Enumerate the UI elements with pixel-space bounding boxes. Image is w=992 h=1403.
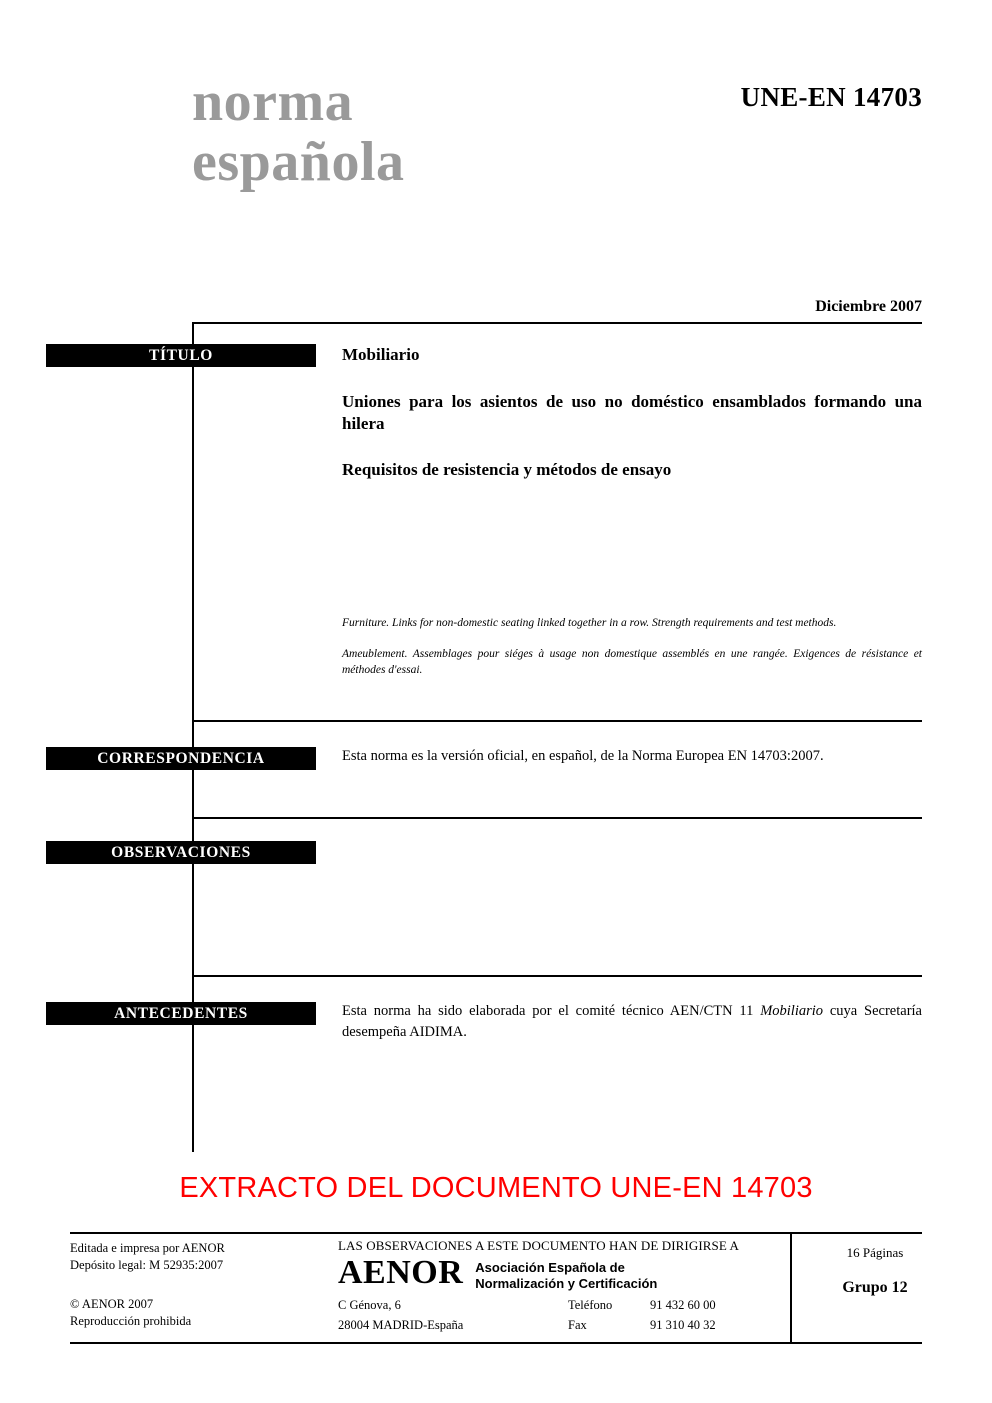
- section-body-titulo: [342, 345, 922, 480]
- contact-row-phone: [338, 1297, 778, 1314]
- masthead-line-2: española: [192, 131, 405, 194]
- section-tab-correspondencia: CORRESPONDENCIA: [46, 747, 316, 770]
- footer-legal-deposit: Depósito legal: M 52935:2007: [70, 1257, 224, 1272]
- section-tab-titulo: TÍTULO: [46, 344, 316, 367]
- footer-publisher: Editada e impresa por AENOR: [70, 1241, 225, 1255]
- section-translations: [342, 615, 922, 693]
- antecedentes-text-italic: Mobiliario: [760, 1003, 824, 1019]
- antecedentes-text-part1: Esta norma ha sido elaborada por el comité técnico AEN/CTN 11: [342, 1003, 761, 1019]
- masthead-line-1: norma: [192, 71, 354, 133]
- translation-english: Furniture. Links for non-domestic seating linked together in a row. Strength requirements and test methods.: [342, 617, 837, 629]
- contact-row-fax: [338, 1317, 778, 1334]
- rule-top: [192, 322, 922, 324]
- fax-label: Fax: [568, 1318, 587, 1333]
- publication-date: Diciembre 2007: [815, 298, 922, 315]
- aenor-org-line-1: Asociación Española de: [475, 1260, 625, 1275]
- rule-footer-top: [70, 1232, 922, 1234]
- aenor-logo: AENOR: [338, 1254, 464, 1291]
- rule-titulo-bottom: [192, 720, 922, 722]
- rule-footer-right-divider: [790, 1232, 792, 1342]
- title-heading: Mobiliario: [342, 345, 420, 364]
- correspondencia-text: Esta norma es la versión oficial, en español, de la Norma Europea EN 14703:2007.: [342, 748, 824, 764]
- section-body-antecedentes: [342, 1001, 922, 1043]
- antecedentes-text-part2: cuya Secretaría desempeña AIDIMA.: [342, 1003, 922, 1041]
- footer-left: [70, 1240, 320, 1330]
- antecedentes-text: [342, 1001, 922, 1043]
- fax-value: 91 310 40 32: [650, 1318, 716, 1333]
- footer-copyright: © AENOR 2007: [70, 1296, 154, 1311]
- aenor-address-line-1: C Génova, 6: [338, 1297, 401, 1312]
- phone-label: Teléfono: [568, 1297, 613, 1312]
- rule-observaciones-bottom: [192, 975, 922, 977]
- rule-vertical-titulo: [192, 322, 194, 720]
- rule-footer-bottom: [70, 1342, 922, 1344]
- aenor-brand: [338, 1256, 778, 1293]
- group-number: Grupo 12: [842, 1279, 908, 1296]
- phone-value: 91 432 60 00: [650, 1297, 716, 1312]
- section-body-correspondencia: [342, 746, 922, 767]
- aenor-org-line-2: Normalización y Certificación: [475, 1276, 658, 1292]
- aenor-address-line-2: 28004 MADRID-España: [338, 1318, 464, 1333]
- section-tab-observaciones: OBSERVACIONES: [46, 841, 316, 864]
- section-tab-antecedentes: ANTECEDENTES: [46, 1002, 316, 1025]
- footer-reproduction-notice: Reproducción prohibida: [70, 1313, 192, 1328]
- rule-correspondencia-bottom: [192, 817, 922, 819]
- title-subtitle: Uniones para los asientos de uso no doméstico ensamblados formando una hilera: [342, 392, 922, 434]
- footer-middle: [338, 1238, 778, 1334]
- standard-code: UNE-EN 14703: [740, 82, 922, 112]
- footer-observations-notice: LAS OBSERVACIONES A ESTE DOCUMENTO HAN DE DIRIGIRSE A: [338, 1238, 740, 1253]
- aenor-org-name: [475, 1256, 657, 1293]
- footer-right: [800, 1245, 950, 1297]
- title-third-line: Requisitos de resistencia y métodos de ensayo: [342, 459, 672, 479]
- translation-french: Ameublement. Assemblages pour siéges à usage non domestique assemblés en une rangée. Exigences de résistance et méthodes d'essai.: [342, 647, 922, 677]
- page-count: 16 Páginas: [846, 1245, 904, 1260]
- extract-banner: EXTRACTO DEL DOCUMENTO UNE-EN 14703: [179, 1172, 813, 1204]
- masthead: [192, 72, 672, 193]
